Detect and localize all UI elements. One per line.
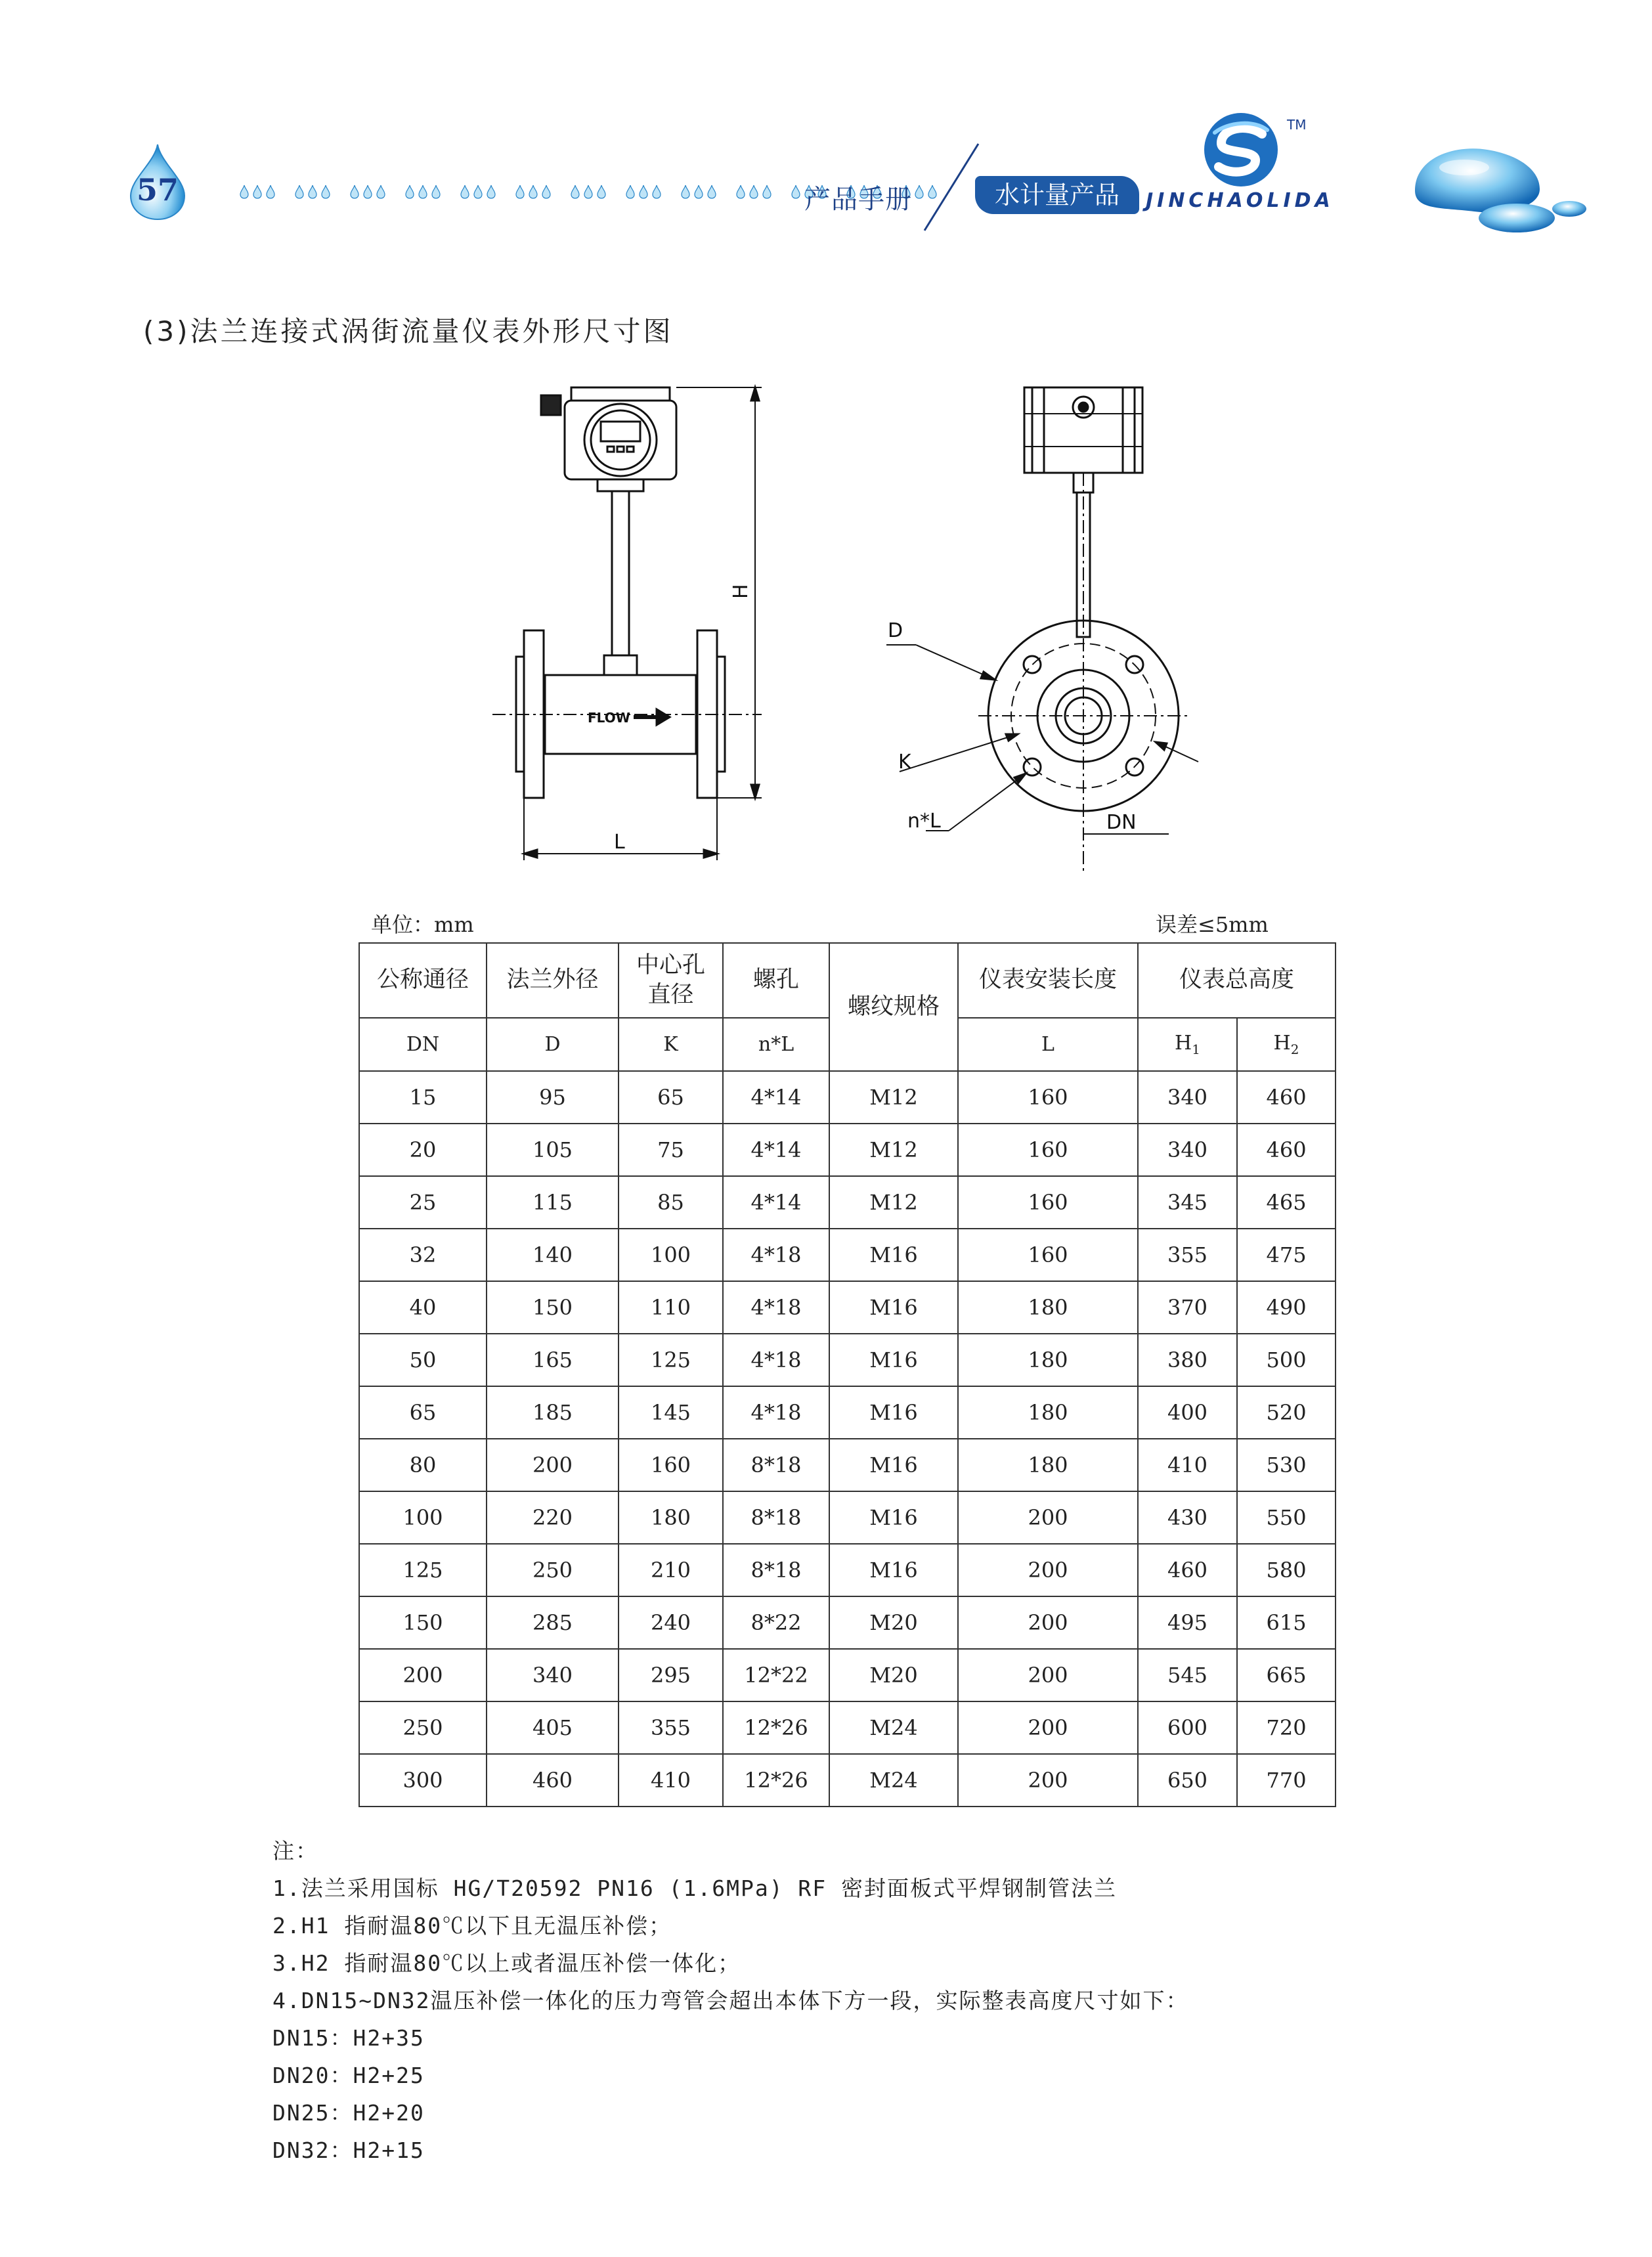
mini-drop-icon xyxy=(363,185,372,199)
table-cell: 580 xyxy=(1237,1544,1336,1596)
mini-drop-icon xyxy=(652,185,661,199)
table-cell: M12 xyxy=(829,1176,958,1229)
table-row xyxy=(359,1701,1336,1754)
table-cell: 80 xyxy=(359,1439,487,1491)
mini-drop-icon xyxy=(418,185,427,199)
mini-drop-icon xyxy=(681,185,690,199)
note-line: 1.法兰采用国标 HG/T20592 PN16 (1.6MPa) RF 密封面板式平焊钢制管法兰 xyxy=(272,1875,1118,1901)
table-cell: M24 xyxy=(829,1701,958,1754)
col-header-center-hole-line2: 直径 xyxy=(647,982,694,1008)
divider-slash xyxy=(913,141,985,233)
category-badge: 水计量产品 xyxy=(975,176,1139,214)
table-cell: 410 xyxy=(1138,1439,1237,1491)
flow-label: FLOW xyxy=(588,710,630,726)
col-header-total-height: 仪表总高度 xyxy=(1138,943,1336,1018)
symbol-h2-sub: 2 xyxy=(1290,1041,1299,1057)
table-row xyxy=(359,1176,1336,1229)
table-cell: 8*18 xyxy=(723,1544,829,1596)
table-cell: 475 xyxy=(1237,1229,1336,1281)
mini-drop-icon xyxy=(749,185,758,199)
mini-drop-icon xyxy=(460,185,469,199)
table-cell: 550 xyxy=(1237,1491,1336,1544)
table-cell: 285 xyxy=(487,1596,619,1649)
table-cell: 370 xyxy=(1138,1281,1237,1334)
table-row xyxy=(359,1281,1336,1334)
table-cell: M16 xyxy=(829,1386,958,1439)
table-row xyxy=(359,1229,1336,1281)
table-row xyxy=(359,1596,1336,1649)
mini-drop-icon xyxy=(707,185,716,199)
length-label: L xyxy=(614,831,625,854)
mini-drop-icon xyxy=(529,185,538,199)
note-line: DN32：H2+15 xyxy=(272,2137,425,2163)
table-cell: 8*18 xyxy=(723,1439,829,1491)
table-cell: 12*26 xyxy=(723,1754,829,1807)
table-row xyxy=(359,1754,1336,1807)
table-cell: 340 xyxy=(1138,1124,1237,1176)
table-cell: 720 xyxy=(1237,1701,1336,1754)
table-cell: 460 xyxy=(1237,1124,1336,1176)
table-cell: 12*26 xyxy=(723,1701,829,1754)
table-cell: M16 xyxy=(829,1439,958,1491)
mini-drop-icon xyxy=(350,185,359,199)
col-header-center-hole-line1: 中心孔 xyxy=(636,952,705,978)
table-cell: 15 xyxy=(359,1071,487,1124)
notes-heading: 注： xyxy=(272,1838,318,1864)
symbol-d: D xyxy=(487,1018,619,1071)
table-cell: 105 xyxy=(487,1124,619,1176)
table-cell: 4*14 xyxy=(723,1124,829,1176)
table-row xyxy=(359,1071,1336,1124)
table-cell: 180 xyxy=(619,1491,723,1544)
table-cell: 340 xyxy=(487,1649,619,1701)
table-cell: 650 xyxy=(1138,1754,1237,1807)
table-cell: 75 xyxy=(619,1124,723,1176)
table-row xyxy=(359,1386,1336,1439)
mini-drop-icon xyxy=(240,185,249,199)
table-cell: 530 xyxy=(1237,1439,1336,1491)
table-cell: 50 xyxy=(359,1334,487,1386)
table-cell: 115 xyxy=(487,1176,619,1229)
table-cell: 460 xyxy=(1138,1544,1237,1596)
side-view-drawing xyxy=(473,374,840,880)
symbol-nl: n*L xyxy=(723,1018,829,1071)
table-cell: 125 xyxy=(359,1544,487,1596)
table-cell: 355 xyxy=(1138,1229,1237,1281)
table-row xyxy=(359,1649,1336,1701)
table-cell: M24 xyxy=(829,1754,958,1807)
table-cell: 355 xyxy=(619,1701,723,1754)
note-line: 3.H2 指耐温80℃以上或者温压补偿一体化； xyxy=(272,1950,741,1976)
mini-drop-icon xyxy=(473,185,483,199)
table-cell: 240 xyxy=(619,1596,723,1649)
nl-label: n*L xyxy=(907,810,941,833)
table-cell: 4*18 xyxy=(723,1334,829,1386)
table-cell: 180 xyxy=(958,1281,1138,1334)
table-cell: M12 xyxy=(829,1124,958,1176)
manual-label: 产品手册 xyxy=(804,185,912,215)
table-cell: 4*18 xyxy=(723,1386,829,1439)
mini-drop-icon xyxy=(762,185,772,199)
mini-drop-icon xyxy=(597,185,606,199)
table-cell: 25 xyxy=(359,1176,487,1229)
table-cell: 4*14 xyxy=(723,1176,829,1229)
col-header-install-length: 仪表安装长度 xyxy=(958,943,1138,1018)
table-cell: 65 xyxy=(619,1071,723,1124)
table-cell: 430 xyxy=(1138,1491,1237,1544)
mini-drop-icon xyxy=(626,185,635,199)
table-cell: 4*14 xyxy=(723,1071,829,1124)
table-cell: M16 xyxy=(829,1229,958,1281)
table-cell: 160 xyxy=(958,1229,1138,1281)
table-cell: 180 xyxy=(958,1439,1138,1491)
col-header-center-hole xyxy=(619,943,723,1018)
col-header-nominal: 公称通径 xyxy=(359,943,487,1018)
mini-drop-icon xyxy=(253,185,262,199)
table-cell: M16 xyxy=(829,1491,958,1544)
table-cell: 20 xyxy=(359,1124,487,1176)
table-cell: 40 xyxy=(359,1281,487,1334)
table-cell: 4*18 xyxy=(723,1229,829,1281)
table-cell: 95 xyxy=(487,1071,619,1124)
table-cell: 200 xyxy=(958,1649,1138,1701)
table-cell: 250 xyxy=(359,1701,487,1754)
table-cell: 140 xyxy=(487,1229,619,1281)
table-cell: 180 xyxy=(958,1334,1138,1386)
mini-drop-icon xyxy=(266,185,275,199)
d-label: D xyxy=(888,619,903,642)
mini-drop-icon xyxy=(308,185,317,199)
table-cell: 545 xyxy=(1138,1649,1237,1701)
symbol-l: L xyxy=(958,1018,1138,1071)
table-cell: 110 xyxy=(619,1281,723,1334)
table-cell: 300 xyxy=(359,1754,487,1807)
table-cell: 520 xyxy=(1237,1386,1336,1439)
table-cell: 495 xyxy=(1138,1596,1237,1649)
mini-drop-icon xyxy=(487,185,496,199)
table-cell: 410 xyxy=(619,1754,723,1807)
table-cell: 4*18 xyxy=(723,1281,829,1334)
table-cell: 460 xyxy=(1237,1071,1336,1124)
table-cell: 125 xyxy=(619,1334,723,1386)
mini-drop-icon xyxy=(584,185,593,199)
table-cell: 12*22 xyxy=(723,1649,829,1701)
table-cell: M16 xyxy=(829,1281,958,1334)
mini-drop-icon xyxy=(321,185,330,199)
table-cell: 145 xyxy=(619,1386,723,1439)
symbol-h1-sub: 1 xyxy=(1192,1041,1200,1057)
table-cell: 200 xyxy=(958,1596,1138,1649)
table-cell: 32 xyxy=(359,1229,487,1281)
table-body xyxy=(359,1071,1336,1807)
table-row xyxy=(359,1491,1336,1544)
mini-drop-icon xyxy=(542,185,551,199)
table-cell: 160 xyxy=(958,1124,1138,1176)
mini-drop-icon xyxy=(515,185,525,199)
table-cell: 345 xyxy=(1138,1176,1237,1229)
table-row xyxy=(359,1439,1336,1491)
symbol-h1 xyxy=(1138,1018,1237,1071)
table-cell: M16 xyxy=(829,1334,958,1386)
note-line: DN25：H2+20 xyxy=(272,2100,425,2126)
note-line: 2.H1 指耐温80℃以下且无温压补偿； xyxy=(272,1913,672,1939)
table-cell: 200 xyxy=(487,1439,619,1491)
table-cell: 400 xyxy=(1138,1386,1237,1439)
table-cell: 220 xyxy=(487,1491,619,1544)
table-cell: 180 xyxy=(958,1386,1138,1439)
table-cell: 8*22 xyxy=(723,1596,829,1649)
mini-drop-icon xyxy=(694,185,703,199)
notes-block xyxy=(272,1832,1189,2169)
k-label: K xyxy=(898,751,911,774)
mini-drop-icon xyxy=(431,185,441,199)
col-header-thread: 螺纹规格 xyxy=(829,943,958,1071)
note-line: DN15：H2+35 xyxy=(272,2025,425,2051)
mini-drop-icon xyxy=(376,185,385,199)
table-cell: 100 xyxy=(359,1491,487,1544)
symbol-h2-letter: H xyxy=(1273,1032,1291,1055)
tolerance-label: 误差≤5mm xyxy=(1156,912,1269,937)
table-cell: M20 xyxy=(829,1649,958,1701)
table-cell: M20 xyxy=(829,1596,958,1649)
table-cell: 65 xyxy=(359,1386,487,1439)
table-row xyxy=(359,1334,1336,1386)
table-cell: 490 xyxy=(1237,1281,1336,1334)
table-cell: 185 xyxy=(487,1386,619,1439)
height-label: H xyxy=(729,584,752,599)
table-row xyxy=(359,1544,1336,1596)
table-cell: 295 xyxy=(619,1649,723,1701)
table-cell: 200 xyxy=(958,1491,1138,1544)
table-cell: 160 xyxy=(958,1176,1138,1229)
symbol-dn: DN xyxy=(359,1018,487,1071)
mini-drop-icon xyxy=(405,185,414,199)
table-cell: 200 xyxy=(958,1544,1138,1596)
table-cell: 770 xyxy=(1237,1754,1336,1807)
mini-drop-icon xyxy=(295,185,304,199)
table-cell: 150 xyxy=(359,1596,487,1649)
table-cell: 160 xyxy=(619,1439,723,1491)
table-cell: 465 xyxy=(1237,1176,1336,1229)
symbol-h2 xyxy=(1237,1018,1336,1071)
table-cell: 8*18 xyxy=(723,1491,829,1544)
table-cell: 150 xyxy=(487,1281,619,1334)
table-cell: 500 xyxy=(1237,1334,1336,1386)
mini-drop-icon xyxy=(736,185,745,199)
table-cell: 200 xyxy=(958,1701,1138,1754)
col-header-flange-od: 法兰外径 xyxy=(487,943,619,1018)
water-splash-icon xyxy=(1408,138,1605,236)
brand-name: JINCHAOLIDA xyxy=(1146,189,1334,212)
table-cell: 405 xyxy=(487,1701,619,1754)
table-cell: 165 xyxy=(487,1334,619,1386)
table-cell: 380 xyxy=(1138,1334,1237,1386)
page-number: 57 xyxy=(136,172,179,208)
trademark-mark: TM xyxy=(1287,117,1307,133)
table-cell: 665 xyxy=(1237,1649,1336,1701)
table-cell: 100 xyxy=(619,1229,723,1281)
symbol-h1-letter: H xyxy=(1175,1032,1192,1055)
table-cell: 460 xyxy=(487,1754,619,1807)
dn-label: DN xyxy=(1106,811,1137,834)
table-cell: 200 xyxy=(958,1754,1138,1807)
section-title: (3)法兰连接式涡街流量仪表外形尺寸图 xyxy=(143,315,674,347)
table-cell: 600 xyxy=(1138,1701,1237,1754)
table-cell: 340 xyxy=(1138,1071,1237,1124)
note-line: DN20：H2+25 xyxy=(272,2063,425,2088)
table-cell: 200 xyxy=(359,1649,487,1701)
table-cell: 250 xyxy=(487,1544,619,1596)
table-cell: M12 xyxy=(829,1071,958,1124)
table-cell: 210 xyxy=(619,1544,723,1596)
unit-label: 单位：mm xyxy=(371,912,474,937)
table-cell: M16 xyxy=(829,1544,958,1596)
dimension-table xyxy=(359,942,1336,1807)
symbol-k: K xyxy=(619,1018,723,1071)
mini-drop-icon xyxy=(639,185,648,199)
table-cell: 160 xyxy=(958,1071,1138,1124)
table-cell: 85 xyxy=(619,1176,723,1229)
table-cell: 615 xyxy=(1237,1596,1336,1649)
front-view-drawing xyxy=(880,374,1221,880)
note-line: 4.DN15~DN32温压补偿一体化的压力弯管会超出本体下方一段，实际整表高度尺寸如下： xyxy=(272,1988,1189,2013)
mini-drop-icon xyxy=(571,185,580,199)
col-header-bolt-hole: 螺孔 xyxy=(723,943,829,1018)
mini-drop-icon xyxy=(791,185,800,199)
brand-logo-icon xyxy=(1202,110,1280,189)
table-row xyxy=(359,1124,1336,1176)
